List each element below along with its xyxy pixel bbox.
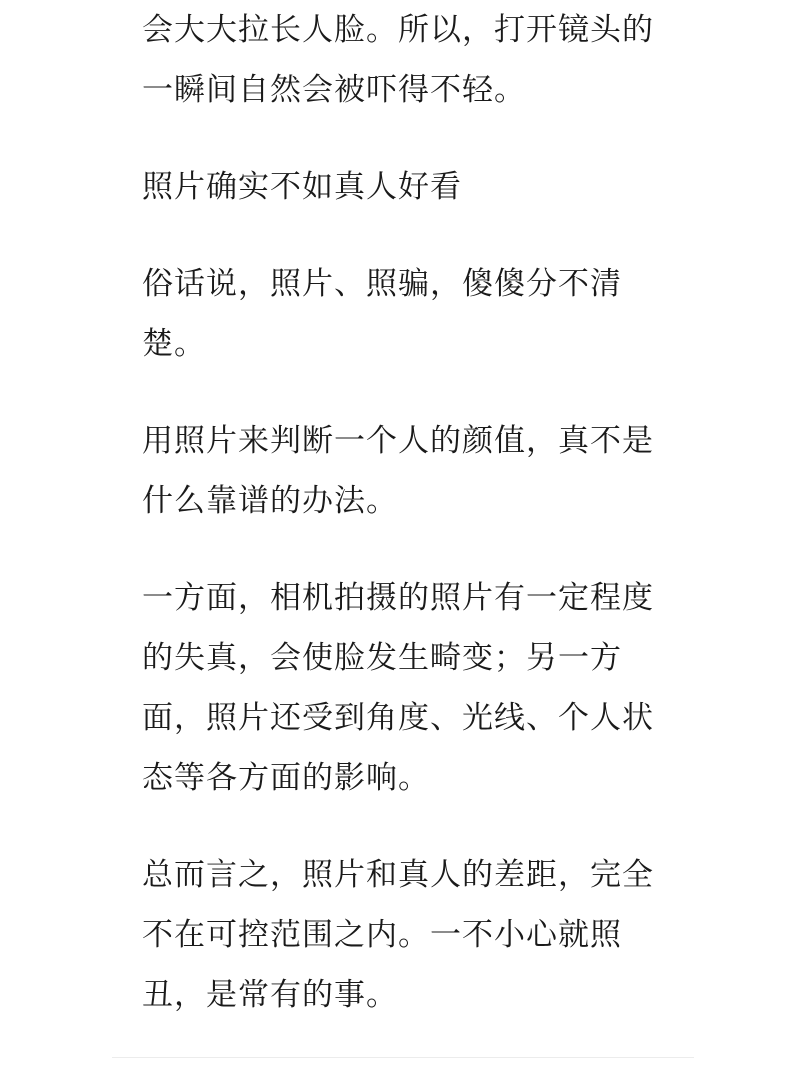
- paragraph: 会大大拉长人脸。所以，打开镜头的一瞬间自然会被吓得不轻。: [142, 12, 654, 108]
- paragraph: 用照片来判断一个人的颜值，真不是什么靠谱的办法。: [142, 423, 654, 519]
- paragraph: 总而言之，照片和真人的差距，完全不在可控范围之内。一不小心就照丑，是常有的事。: [142, 857, 654, 1013]
- paragraph: 俗话说，照片、照骗，傻傻分不清楚。: [142, 266, 622, 362]
- bottom-divider: [112, 1057, 694, 1058]
- paragraph: 一方面，相机拍摄的照片有一定程度的失真，会使脸发生畸变；另一方面，照片还受到角度、光线、个人状态等各方面的影响。: [142, 580, 654, 796]
- article-body: [142, 0, 672, 1025]
- section-heading: 照片确实不如真人好看: [142, 169, 462, 205]
